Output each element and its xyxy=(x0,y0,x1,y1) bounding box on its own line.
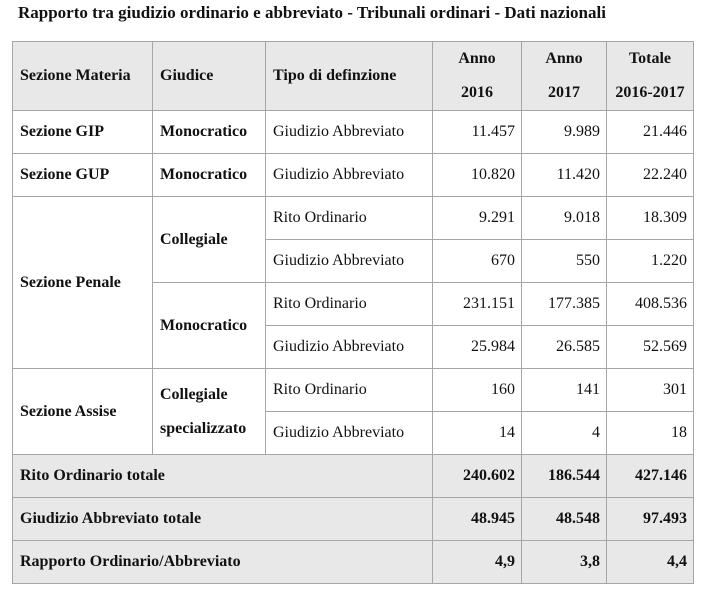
tipo-cell: Giudizio Abbreviato xyxy=(266,111,433,154)
value-2017: 26.585 xyxy=(522,326,607,369)
value-totale: 21.446 xyxy=(607,111,694,154)
tipo-cell: Giudizio Abbreviato xyxy=(266,154,433,197)
giudice-cell: Monocratico xyxy=(153,111,266,154)
total-value-2017: 48.548 xyxy=(522,498,607,541)
header-totale-line2: 2016-2017 xyxy=(615,84,685,101)
sezione-gip: Sezione GIP xyxy=(13,111,153,154)
total-value-2017: 3,8 xyxy=(522,541,607,584)
value-totale: 301 xyxy=(607,369,694,412)
tipo-cell: Giudizio Abbreviato xyxy=(266,240,433,283)
value-2016: 11.457 xyxy=(433,111,522,154)
sezione-penale: Sezione Penale xyxy=(13,197,153,369)
document-title: Rapporto tra giudizio ordinario e abbreviato - Tribunali ordinari - Dati nazionali xyxy=(18,3,606,22)
value-2017: 9.018 xyxy=(522,197,607,240)
value-totale: 52.569 xyxy=(607,326,694,369)
total-value-2016: 48.945 xyxy=(433,498,522,541)
table-row xyxy=(13,154,694,197)
total-value-totale: 97.493 xyxy=(607,498,694,541)
total-value-totale: 427.146 xyxy=(607,455,694,498)
value-totale: 22.240 xyxy=(607,154,694,197)
tipo-cell: Giudizio Abbreviato xyxy=(266,412,433,455)
giudice-cell: Collegiale xyxy=(153,197,266,283)
giudice-line2: specializzato xyxy=(160,419,247,437)
header-sezione: Sezione Materia xyxy=(13,42,153,111)
value-2017: 141 xyxy=(522,369,607,412)
total-row-abbreviato xyxy=(13,498,694,541)
value-totale: 408.536 xyxy=(607,283,694,326)
header-row xyxy=(13,42,694,111)
giudice-cell xyxy=(153,369,266,455)
value-2017: 550 xyxy=(522,240,607,283)
header-anno-2016 xyxy=(433,42,522,111)
total-value-totale: 4,4 xyxy=(607,541,694,584)
table-row xyxy=(13,111,694,154)
header-anno-2017 xyxy=(522,42,607,111)
value-2017: 9.989 xyxy=(522,111,607,154)
giudice-line1: Collegiale xyxy=(160,385,228,403)
header-tipo: Tipo di definzione xyxy=(266,42,433,111)
header-totale xyxy=(607,42,694,111)
total-label: Rito Ordinario totale xyxy=(13,455,433,498)
value-totale: 1.220 xyxy=(607,240,694,283)
value-2017: 11.420 xyxy=(522,154,607,197)
value-2016: 231.151 xyxy=(433,283,522,326)
total-value-2017: 186.544 xyxy=(522,455,607,498)
table-row xyxy=(13,369,694,412)
total-value-2016: 4,9 xyxy=(433,541,522,584)
tipo-cell: Rito Ordinario xyxy=(266,369,433,412)
total-row-ordinario xyxy=(13,455,694,498)
header-anno-2017-line2: 2017 xyxy=(548,84,580,101)
header-anno-2017-line1: Anno xyxy=(545,50,583,67)
value-2017: 4 xyxy=(522,412,607,455)
value-2017: 177.385 xyxy=(522,283,607,326)
value-2016: 670 xyxy=(433,240,522,283)
report-table xyxy=(12,41,694,584)
value-2016: 10.820 xyxy=(433,154,522,197)
header-totale-line1: Totale xyxy=(628,50,672,67)
value-totale: 18 xyxy=(607,412,694,455)
total-label: Giudizio Abbreviato totale xyxy=(13,498,433,541)
tipo-cell: Rito Ordinario xyxy=(266,197,433,240)
total-row-rapporto xyxy=(13,541,694,584)
tipo-cell: Rito Ordinario xyxy=(266,283,433,326)
giudice-cell: Monocratico xyxy=(153,154,266,197)
total-label: Rapporto Ordinario/Abbreviato xyxy=(13,541,433,584)
value-totale: 18.309 xyxy=(607,197,694,240)
value-2016: 9.291 xyxy=(433,197,522,240)
value-2016: 14 xyxy=(433,412,522,455)
header-anno-2016-line2: 2016 xyxy=(461,84,493,101)
header-giudice: Giudice xyxy=(153,42,266,111)
sezione-gup: Sezione GUP xyxy=(13,154,153,197)
table-row xyxy=(13,197,694,240)
header-anno-2016-line1: Anno xyxy=(458,50,496,67)
value-2016: 160 xyxy=(433,369,522,412)
giudice-cell: Monocratico xyxy=(153,283,266,369)
sezione-assise: Sezione Assise xyxy=(13,369,153,455)
total-value-2016: 240.602 xyxy=(433,455,522,498)
tipo-cell: Giudizio Abbreviato xyxy=(266,326,433,369)
value-2016: 25.984 xyxy=(433,326,522,369)
